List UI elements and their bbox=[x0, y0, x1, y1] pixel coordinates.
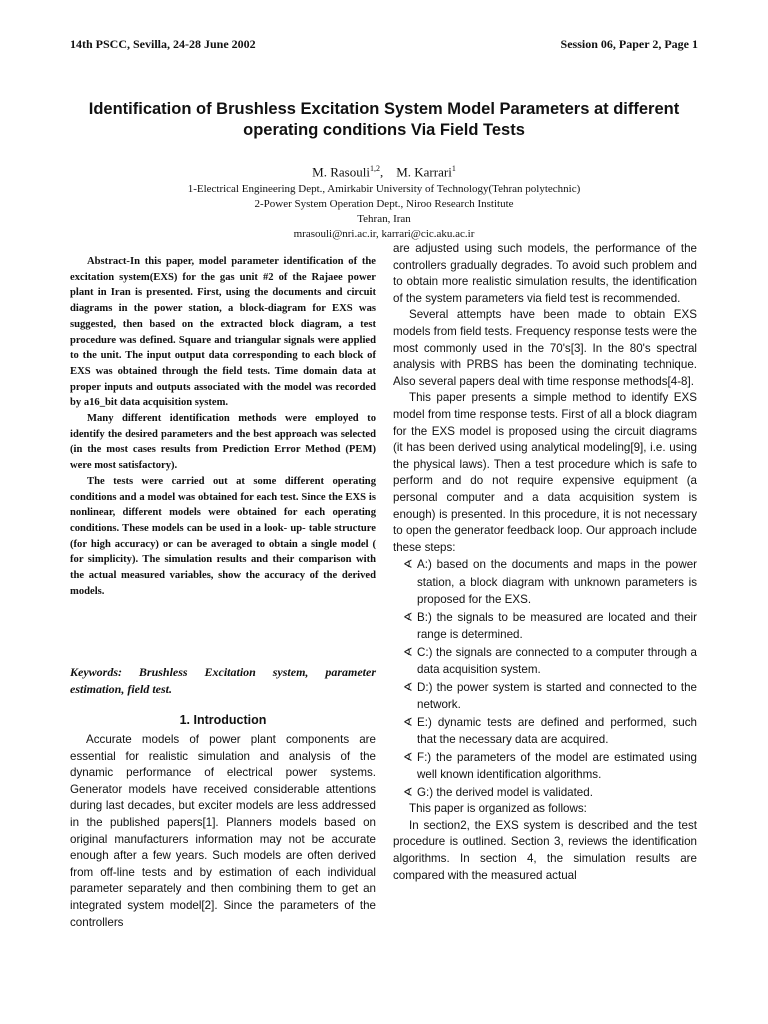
bullet-icon: ∢ bbox=[403, 558, 413, 572]
step-text: C:) the signals are connected to a computer through a data acquisition system. bbox=[417, 645, 697, 677]
step-text: F:) the parameters of the model are estimated using well known identification algorithms. bbox=[417, 750, 697, 782]
bullet-icon: ∢ bbox=[403, 750, 413, 764]
step-text: E:) dynamic tests are defined and performed, such that the necessary data are acquired. bbox=[417, 715, 697, 747]
affiliation-line: 2-Power System Operation Dept., Niroo Research Institute bbox=[254, 198, 514, 210]
list-item bbox=[393, 556, 697, 609]
bullet-icon: ∢ bbox=[403, 610, 413, 624]
affiliation-line: Tehran, Iran bbox=[357, 213, 411, 225]
body-paragraph: This paper presents a simple method to identify EXS model from time response tests. First of all a block diagram for the EXS model is proposed using the circuit diagrams (it has been derived using analytical modeling[9], i.e. using the physical laws). Then a test procedure which is safe to perform and do not require expensive equipment (a personal computer and a data acquisition system is enough) is presented. In this procedure, it is not necessary to open the generator feedback loop. Our approach include these steps: bbox=[393, 391, 697, 554]
keywords: Keywords: Brushless Excitation system, parameter estimation, field test. bbox=[70, 665, 376, 696]
email-line: mrasouli@nri.ac.ir, karrari@cic.aku.ac.ir bbox=[293, 228, 475, 240]
step-text: D:) the power system is started and connected to the network. bbox=[417, 680, 697, 712]
list-item bbox=[393, 749, 697, 784]
list-item bbox=[393, 714, 697, 749]
body-paragraph: are adjusted using such models, the performance of the controllers gradually degrades. To avoid such problem and to obtain more realistic simulation results, the identification of the system parameters via field test is recommended. bbox=[393, 242, 697, 305]
keywords-block bbox=[70, 664, 376, 698]
body-paragraph: Several attempts have been made to obtain EXS models from field tests. Frequency response tests were the most commonly used in the 70's[3]. In the 80's spectral analysis with PRBS has been the dominating technique. Also several papers deal with time response methods[4-8]. bbox=[393, 308, 697, 388]
introduction-body bbox=[70, 732, 376, 931]
author-affiliation-marker: 1,2 bbox=[369, 164, 380, 173]
author-name: M. Karrari bbox=[396, 164, 452, 180]
author-affiliation-marker: 1 bbox=[451, 164, 456, 173]
abstract-paragraph: Many different identification methods were employed to identify the desired parameters and the best approach was selected (in the most cases results from Prediction Error Method (PEM) were most satisfactory). bbox=[70, 413, 376, 472]
step-text: A:) based on the documents and maps in the power station, a block diagram with unknown parameters is proposed for the EXS. bbox=[417, 558, 697, 607]
affiliation-line: 1-Electrical Engineering Dept., Amirkabir University of Technology(Tehran polytechnic) bbox=[187, 183, 581, 195]
bullet-icon: ∢ bbox=[403, 645, 413, 659]
session-page-header: Session 06, Paper 2, Page 1 bbox=[560, 37, 698, 51]
abstract-paragraph: Abstract-In this paper, model parameter identification of the excitation system(EXS) for the gas unit #2 of the Rajaee power plant in Iran is presented. First, using the documents and circuit diagrams in the power station, a block-diagram for EXS was suggested, then based on the extracted block diagram, a test procedure was defined. Square and triangular signals were applied to the unit. The input output data corresponding to each block of EXS was obtained through the field tests. Time domain data at proper inputs and outputs associated with the model was recorded by a16_bit data acquisition system. bbox=[70, 256, 376, 409]
abstract-paragraph: The tests were carried out at some different operating conditions and a model was obtained for each test. Since the EXS is nonlinear, different models were obtained for each operating conditions. These models can be used in a look- up- table structure (for high accuracy) or can be averaged to obtain a single model ( for simplicity). The simulation results and their comparison with the actual measured variables, show the accuracy of the derived models. bbox=[70, 475, 376, 597]
body-paragraph: This paper is organized as follows: bbox=[409, 802, 587, 816]
approach-steps-list bbox=[393, 556, 697, 801]
introduction-heading-block bbox=[70, 713, 376, 727]
right-column bbox=[393, 241, 697, 884]
bullet-icon: ∢ bbox=[403, 680, 413, 694]
author-line: M. Rasouli$^{1,2}$, M. Karrari$^1$ bbox=[312, 164, 456, 180]
list-item bbox=[393, 609, 697, 644]
bullet-icon: ∢ bbox=[403, 715, 413, 729]
bullet-icon: ∢ bbox=[403, 785, 413, 799]
author-name: M. Rasouli bbox=[312, 164, 370, 180]
list-item bbox=[393, 644, 697, 679]
list-item bbox=[393, 679, 697, 714]
step-text: G:) the derived model is validated. bbox=[417, 785, 593, 799]
step-text: B:) the signals to be measured are located and their range is determined. bbox=[417, 610, 697, 642]
abstract bbox=[70, 254, 376, 599]
section-heading: 1. Introduction bbox=[179, 713, 267, 727]
conference-header: 14th PSCC, Sevilla, 24-28 June 2002 bbox=[70, 37, 256, 51]
list-item bbox=[393, 784, 697, 802]
body-paragraph: In section2, the EXS system is described and the test procedure is outlined. Section 3, reviews the identification algorithms. In section 4, the simulation results are compared with the measured actual bbox=[393, 818, 697, 882]
body-paragraph: Accurate models of power plant components are essential for realistic simulation and analysis of the dynamic performance of electrical power systems. Generator models have received considerable attentions during last decades, but exciter models are less addressed in the published papers[1]. Planners models based on original manufacturers information may not be accurate enough after a few years. Such models are often derived from off-line tests and by estimation of each individual parameter separately and then combining them to get an integrated system model[2]. Since the parameters of the controllers bbox=[70, 733, 376, 929]
paper-title: Identification of Brushless Excitation System Model Parameters at different operating conditions Via Field Tests bbox=[88, 100, 680, 139]
